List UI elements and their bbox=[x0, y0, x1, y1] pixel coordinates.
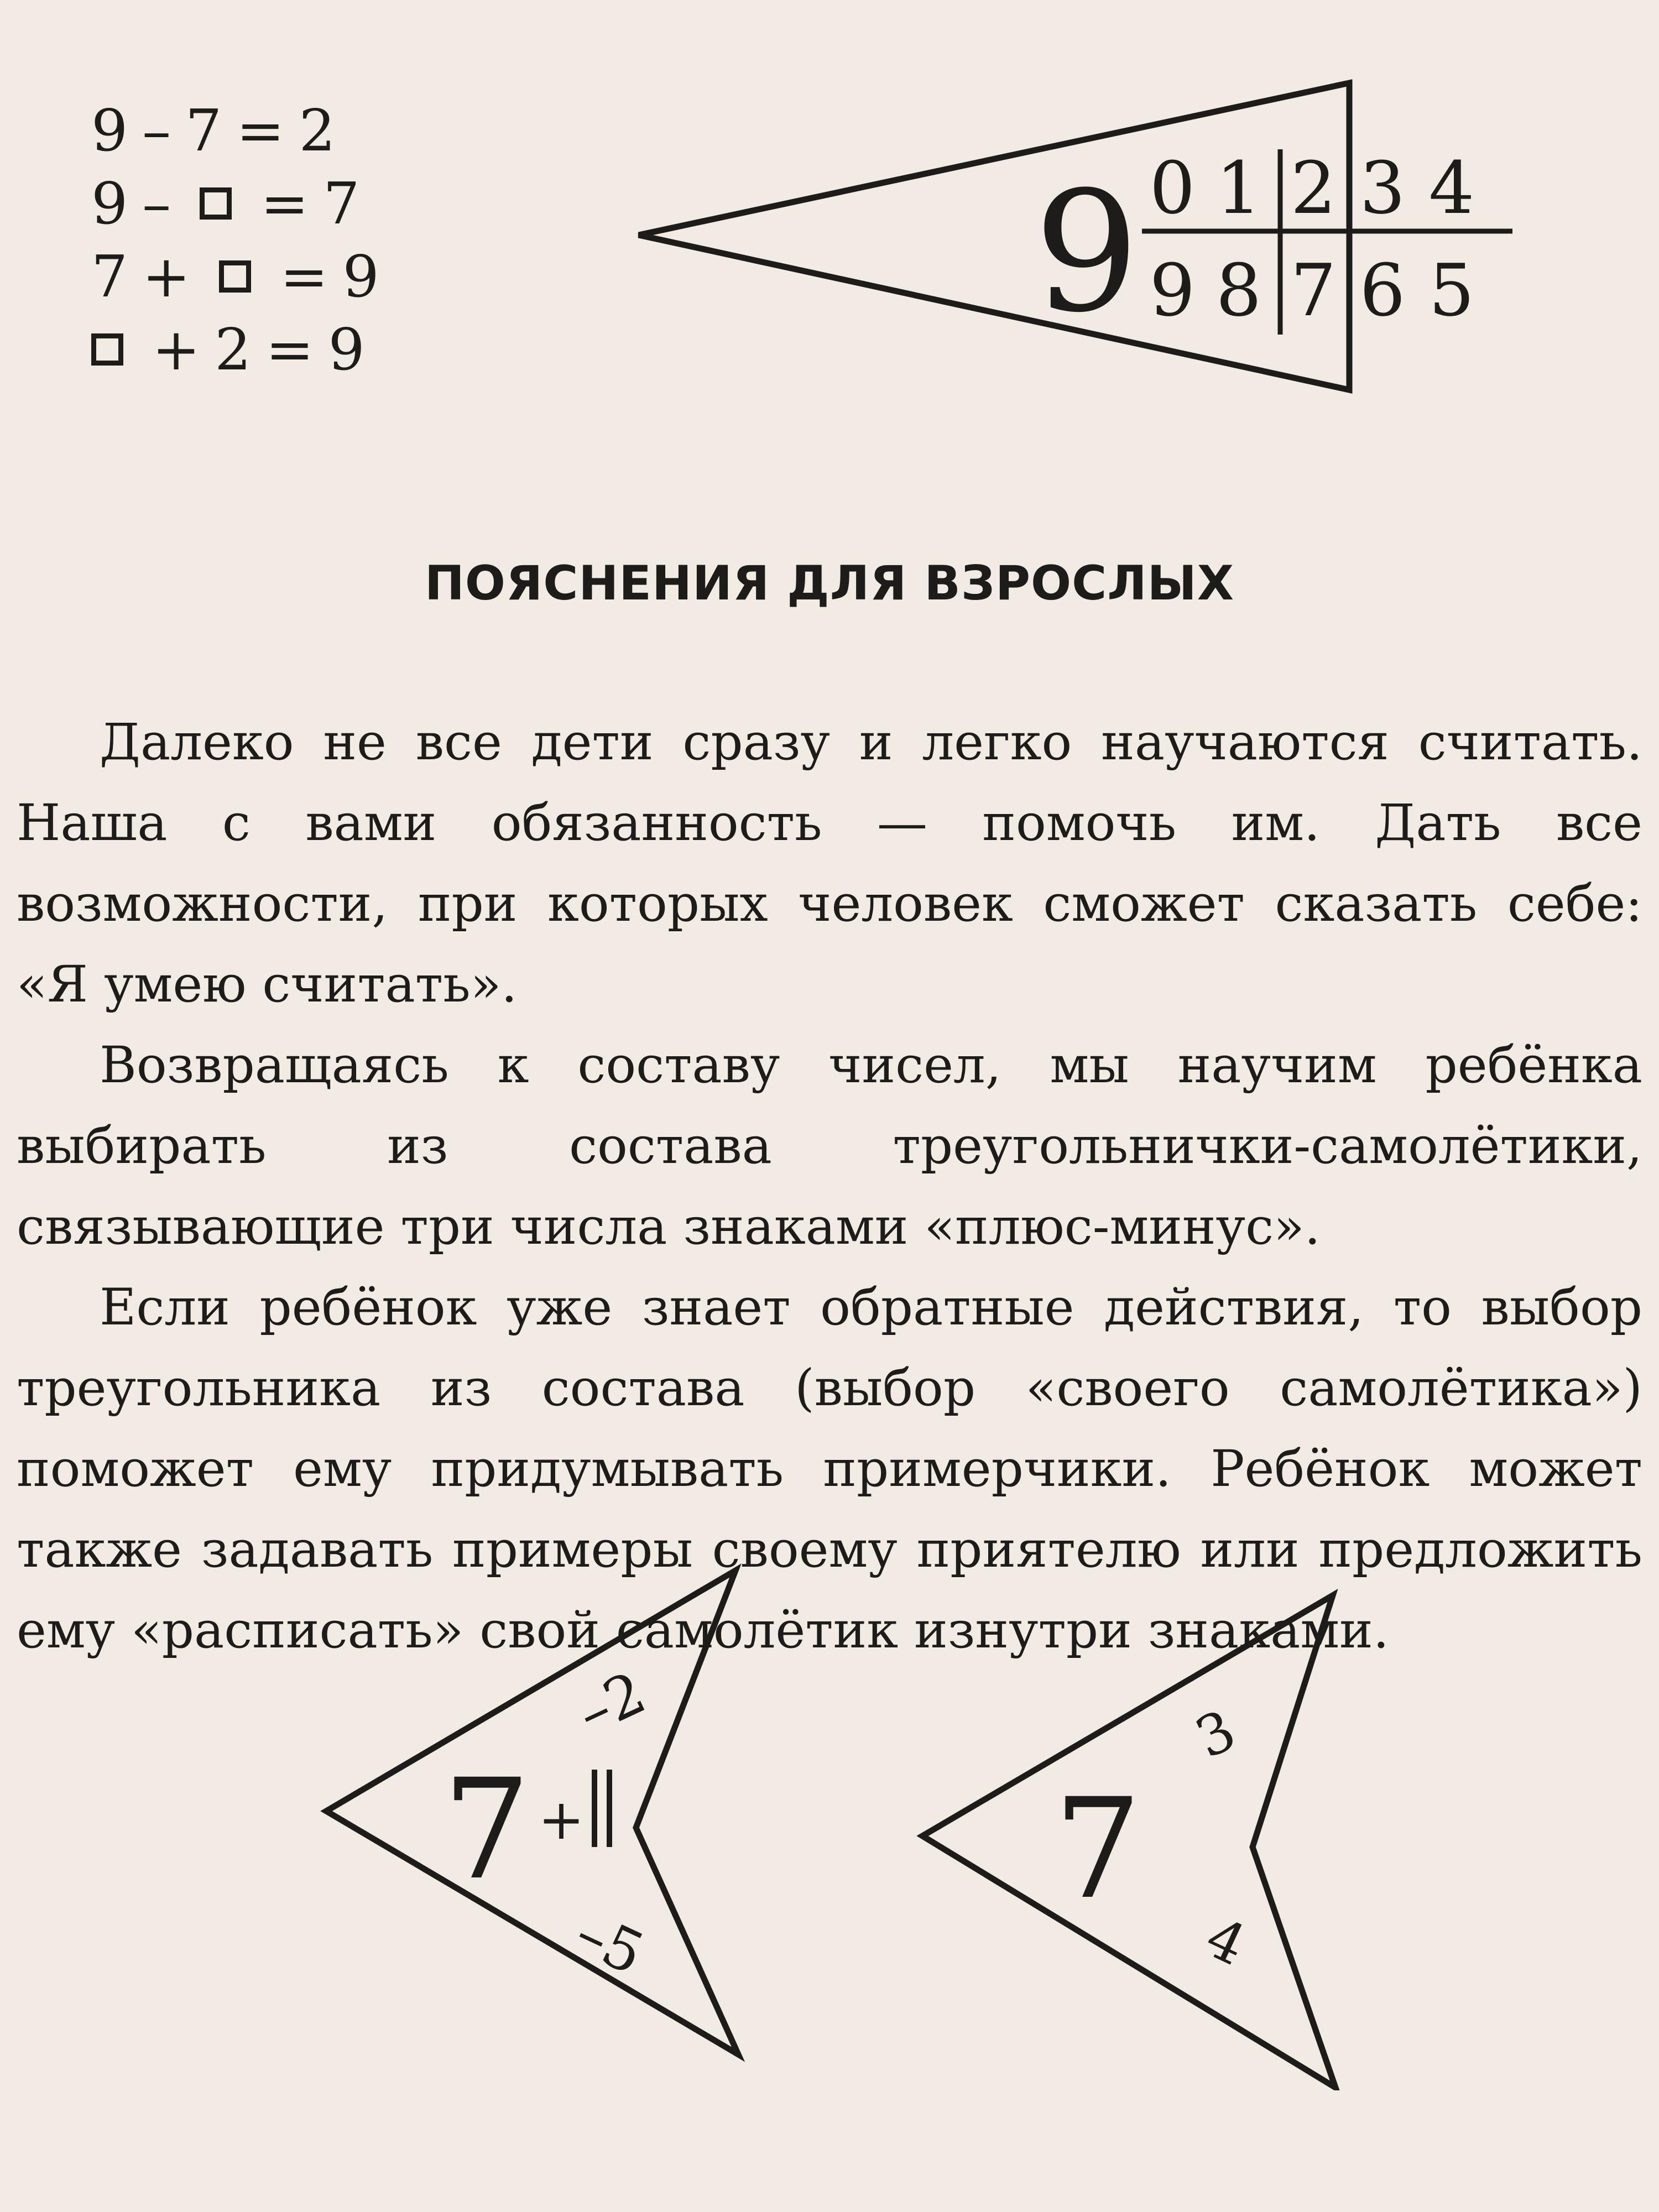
triangle-outline bbox=[639, 83, 1349, 390]
paragraph: Возвращаясь к составу чисел, мы научим ребёнка выбирать из состава треугольнички-самолётики, связывающие три числа знаками «плюс-минус». bbox=[17, 1036, 1642, 1256]
plane-top-label: 3 bbox=[1186, 1697, 1245, 1771]
table-bottom-cell: 7 bbox=[1290, 248, 1337, 332]
table-top-cell: 4 bbox=[1428, 146, 1475, 230]
equation-operator: – bbox=[142, 97, 171, 164]
equation-operator: – bbox=[142, 170, 171, 237]
equation-result: 7 bbox=[323, 170, 360, 237]
plane-top-label: –2 bbox=[567, 1658, 656, 1748]
equation-equals: = bbox=[280, 243, 328, 310]
equation-term: 7 bbox=[185, 97, 222, 164]
plane-bottom-label: 4 bbox=[1196, 1905, 1256, 1979]
table-bottom-cell: 5 bbox=[1428, 248, 1475, 332]
plane-number: 7 bbox=[1053, 1768, 1142, 1929]
equation-term: 7 bbox=[91, 243, 128, 310]
equation-equals: = bbox=[260, 170, 309, 237]
equation-term: 9 bbox=[91, 97, 128, 164]
table-top-cell: 2 bbox=[1290, 146, 1337, 230]
plane-number: 7 bbox=[442, 1749, 531, 1910]
plane-plain bbox=[830, 1537, 1659, 2090]
section-heading: ПОЯСНЕНИЯ ДЛЯ ВЗРОСЛЫХ bbox=[424, 556, 1235, 611]
table-top-cell: 3 bbox=[1359, 146, 1406, 230]
table-bottom-cell: 6 bbox=[1359, 248, 1406, 332]
plane-plus: + bbox=[538, 1787, 585, 1852]
plane-with-signs bbox=[0, 1537, 830, 2090]
plane-outline bbox=[326, 1571, 738, 2054]
table-bottom-cell: 9 bbox=[1149, 248, 1196, 332]
table-top-cell: 1 bbox=[1215, 146, 1262, 230]
paragraph: Далеко не все дети сразу и легко научаются считать. Наша с вами обязанность — помочь им. Дать все возможности, при которых человек сможет сказать себе: «Я умею считать». bbox=[17, 713, 1642, 1014]
table-bottom-cell: 8 bbox=[1215, 248, 1262, 332]
equation-equals: = bbox=[265, 316, 314, 383]
paragraph: Если ребёнок уже знает обратные действия, то выбор треугольника из состава (выбор «своего самолётика») поможет ему придумывать примерчики. Ребёнок может также задавать примеры своему приятелю или предложить ему «расписать» свой самолётик изнутри знаками. bbox=[17, 1279, 1642, 1660]
equation-equals: = bbox=[236, 97, 285, 164]
equation-result: 9 bbox=[342, 243, 379, 310]
equation-operator: + bbox=[152, 316, 201, 383]
composition-triangle bbox=[0, 0, 1659, 442]
equation-term: 2 bbox=[215, 316, 252, 383]
table-top-cell: 0 bbox=[1149, 146, 1196, 230]
composition-number: 9 bbox=[1034, 156, 1140, 349]
equation-result: 2 bbox=[299, 97, 336, 164]
plane-bottom-label: –5 bbox=[565, 1899, 654, 1989]
equation-result: 9 bbox=[328, 316, 365, 383]
equation-operator: + bbox=[142, 243, 191, 310]
equation-term: 9 bbox=[91, 170, 128, 237]
body-text bbox=[17, 702, 1642, 1671]
